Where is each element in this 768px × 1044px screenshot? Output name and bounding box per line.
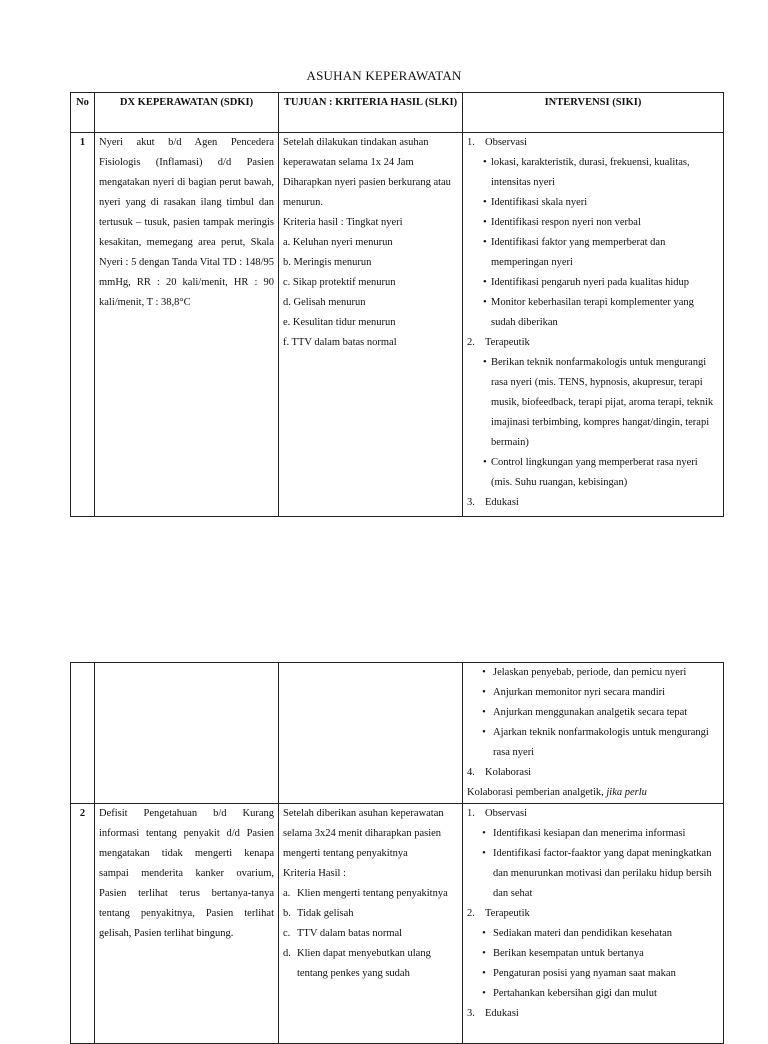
page-title: ASUHAN KEPERAWATAN (306, 68, 462, 83)
tujuan-item: d. Klien dapat menyebutkan ulang tentang penkes yang sudah (283, 948, 431, 979)
tujuan-item: f. TTV dalam batas normal (283, 337, 397, 348)
list-item: • Identifikasi faktor yang memperberat dan memperingan nyeri (483, 237, 666, 268)
tujuan-item: c. Sikap protektif menurun (283, 277, 396, 288)
list-item: • Berikan teknik nonfarmakologis untuk mengurangi rasa nyeri (mis. TENS, hypnosis, akupresur, terapi musik, biofeedback, terapi pijat, aroma terapi, teknik imajinasi terbimbing, kompres hangat/dingin, terapi bermain) (483, 357, 714, 448)
table-row (71, 663, 724, 804)
list-item: • Identifikasi skala nyeri (483, 197, 588, 208)
list-item: • Identifikasi factor-faaktor yang dapat meningkatkan dan menurunkan motivasi dan perilaku hidup bersih dan sehat (482, 848, 712, 899)
dx-cell: Defisit Pengetahuan b/d Kurang informasi tentang penyakit d/d Pasien mengatakan tidak mengerti kenapa sampai menderita kanker ovarium, Pasien terlihat terus bertanya-tanya tentang penyakitnya, Pasien terlihat gelisah, Pasien terlihat bingung. (95, 804, 279, 1044)
section-observasi: 1. Observasi (467, 808, 527, 819)
section-kolaborasi: 4. Kolaborasi (467, 767, 532, 778)
list-item: • Anjurkan memonitor nyri secara mandiri (482, 687, 666, 698)
tujuan-item: a. Klien mengerti tentang penyakitnya (283, 888, 448, 899)
list-item: • Control lingkungan yang memperberat rasa nyeri (mis. Suhu ruangan, kebisingan) (483, 457, 698, 488)
row-number: 2 (71, 804, 95, 1044)
table-row (71, 804, 724, 1044)
tujuan-intro: Setelah diberikan asuhan keperawatan selama 3x24 menit diharapkan pasien mengerti tentang penyakitnya (283, 808, 444, 859)
list-item: • Pengaturan posisi yang nyaman saat makan (482, 968, 676, 979)
header-dx: DX KEPERAWATAN (SDKI) (95, 93, 279, 133)
list-item: • lokasi, karakteristik, durasi, frekuensi, kualitas, intensitas nyeri (483, 157, 690, 188)
list-item: • Identifikasi kesiapan dan menerima informasi (482, 828, 686, 839)
header-intervensi: INTERVENSI (SIKI) (463, 93, 724, 133)
section-terapeutik: 2. Terapeutik (467, 908, 530, 919)
list-item: • Ajarkan teknik nonfarmakologis untuk mengurangi rasa nyeri (482, 727, 709, 758)
section-edukasi: 3. Edukasi (467, 497, 519, 508)
tujuan-cell (279, 133, 463, 517)
care-plan-table (70, 92, 724, 517)
list-item: • Anjurkan menggunakan analgetik secara tepat (482, 707, 688, 718)
tujuan-item: c. TTV dalam batas normal (283, 928, 403, 939)
tujuan-intro: Setelah dilakukan tindakan asuhan keperawatan selama 1x 24 Jam Diharapkan nyeri pasien berkurang atau menurun. (283, 137, 451, 208)
intervensi-cell (463, 133, 724, 517)
list-item: • Pertahankan kebersihan gigi dan mulut (482, 988, 657, 999)
section-observasi: 1. Observasi (467, 137, 527, 148)
kolaborasi-text: Kolaborasi pemberian analgetik, jika perlu (467, 787, 647, 798)
kriteria-label: Kriteria Hasil : (283, 868, 346, 879)
care-plan-table-continued (70, 662, 724, 1044)
tujuan-cell (279, 804, 463, 1044)
tujuan-item: b. Tidak gelisah (283, 908, 354, 919)
list-item: • Jelaskan penyebab, periode, dan pemicu nyeri (482, 667, 687, 678)
list-item: • Identifikasi pengaruh nyeri pada kualitas hidup (483, 277, 689, 288)
list-item: • Berikan kesempatan untuk bertanya (482, 948, 644, 959)
tujuan-item: b. Meringis menurun (283, 257, 372, 268)
table-row (71, 133, 724, 517)
tujuan-item: e. Kesulitan tidur menurun (283, 317, 396, 328)
dx-cell: Nyeri akut b/d Agen Pencedera Fisiologis (Inflamasi) d/d Pasien mengatakan nyeri di bagian perut bawah, nyeri yang di rasakan ilang timbul dan tertusuk – tusuk, pasien tampak meringis kesakitan, memegang area perut, Skala Nyeri : 5 dengan Tanda Vital TD : 148/95 mmHg, RR : 20 kali/menit, HR : 90 kali/menit, T : 38,8°C (95, 133, 279, 517)
list-item: • Sediakan materi dan pendidikan kesehatan (482, 928, 673, 939)
intervensi-cell (463, 663, 724, 804)
header-no: No (71, 93, 95, 133)
tujuan-item: a. Keluhan nyeri menurun (283, 237, 393, 248)
kriteria-label: Kriteria hasil : Tingkat nyeri (283, 217, 403, 228)
intervensi-cell (463, 804, 724, 1044)
header-row (71, 93, 724, 133)
list-item: • Identifikasi respon nyeri non verbal (483, 217, 641, 228)
header-tujuan: TUJUAN : KRITERIA HASIL (SLKI) (279, 93, 463, 133)
section-edukasi: 3. Edukasi (467, 1008, 519, 1019)
section-terapeutik: 2. Terapeutik (467, 337, 530, 348)
tujuan-item: d. Gelisah menurun (283, 297, 366, 308)
row-number: 1 (71, 133, 95, 517)
list-item: • Monitor keberhasilan terapi komplementer yang sudah diberikan (483, 297, 694, 328)
